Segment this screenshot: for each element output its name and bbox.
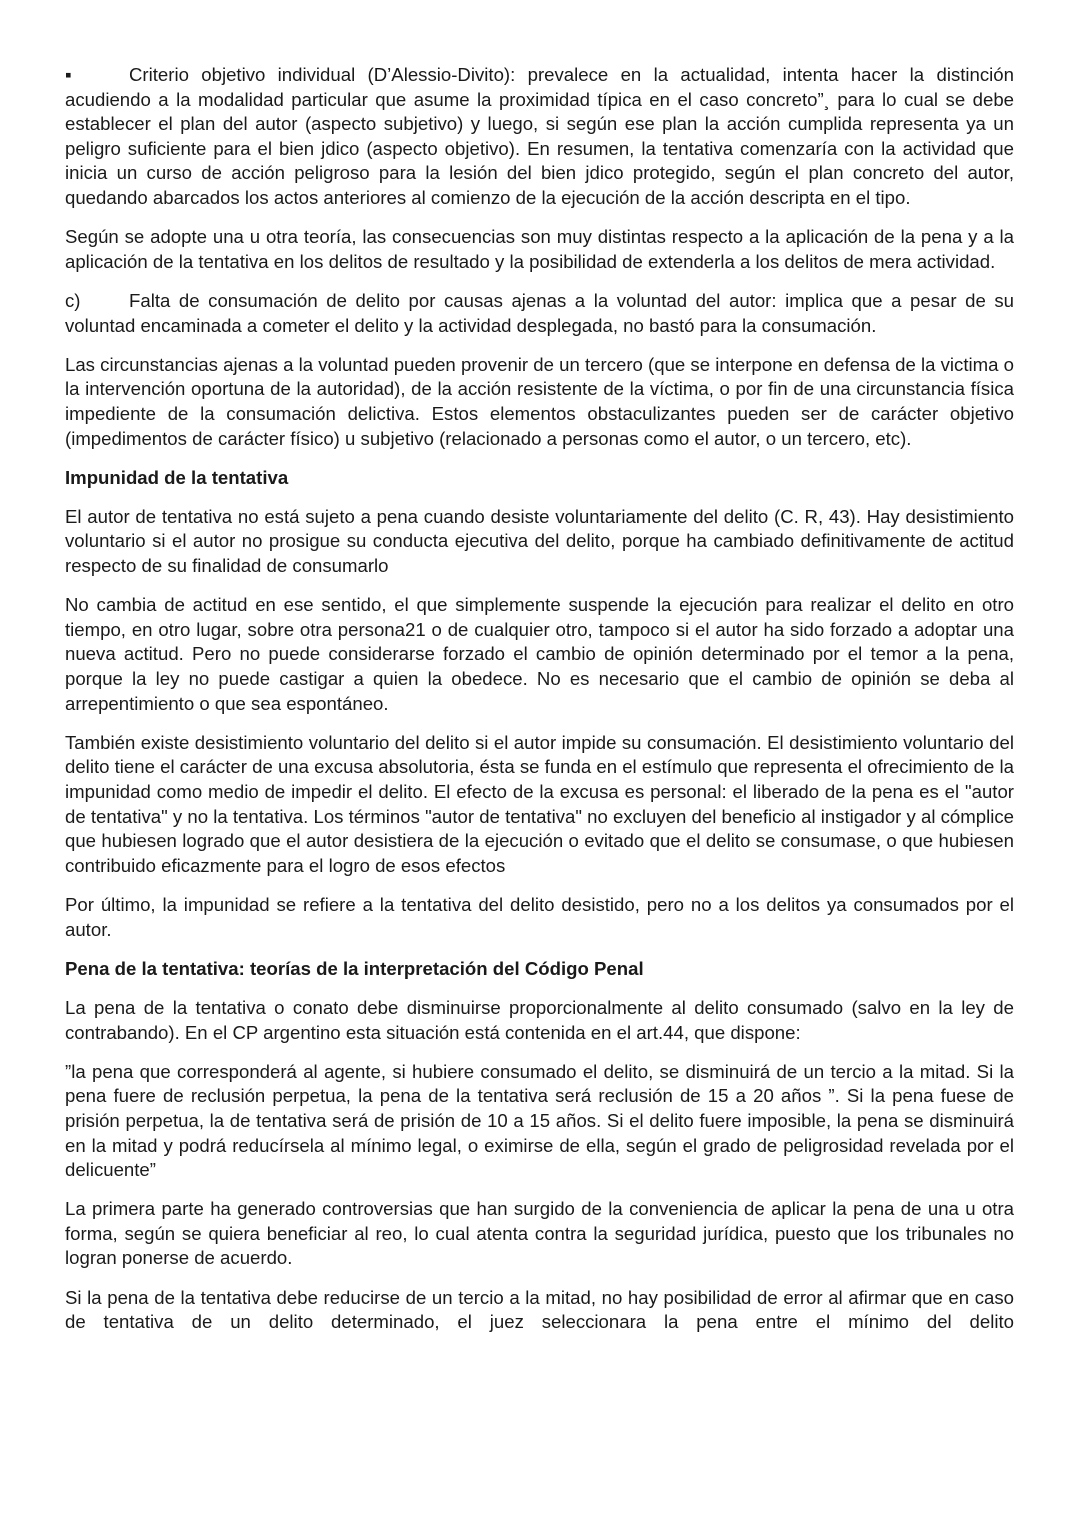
document-page [65,63,1014,1349]
list-marker-c: c) [65,289,81,311]
paragraph-pena-disminuirse: La pena de la tentativa o conato debe disminuirse proporcionalmente al delito consumado (salvo en la ley de contrabando). En el CP argentino esta situación está contenida en el art.44, que dispone: [65,996,1014,1043]
bullet-marker: ▪ [65,64,72,85]
paragraph-reduccion: Si la pena de la tentativa debe reducirse de un tercio a la mitad, no hay posibilidad de error al afirmar que en caso de tentativa de un delito determinado, el juez seleccionara la pena entre el mínimo del delito [65,1286,1014,1333]
heading-impunidad: Impunidad de la tentativa [65,466,289,488]
paragraph-controversias: La primera parte ha generado controversias que han surgido de la conveniencia de aplicar la pena de una u otra forma, según se quiera beneficiar al reo, lo cual atenta contra la seguridad jurídica, puesto que los tribunales no logran ponerse de acuerdo. [65,1198,1014,1269]
heading-pena-tentativa: Pena de la tentativa: teorías de la interpretación del Código Penal [65,957,644,979]
paragraph-circunstancias: Las circunstancias ajenas a la voluntad pueden provenir de un tercero (que se interpone en defensa de la victima o la intervención oportuna de la autoridad), de la acción resistente de la víctima, o por fin de una circunstancia física impediente de la consumación delictiva. Estos elementos obstaculizantes pueden ser de carácter objetivo (impedimentos de carácter físico) u subjetivo (relacionado a personas como el autor, o un tercero, etc). [65,353,1014,449]
paragraph-text: Falta de consumación de delito por causas ajenas a la voluntad del autor: implica que a pesar de su voluntad encaminada a cometer el delito y la actividad desplegada, no bastó para la consumación. [65,289,1014,336]
paragraph-criterio-objetivo [65,63,1014,211]
paragraph-por-ultimo: Por último, la impunidad se refiere a la tentativa del delito desistido, pero no a los delitos ya consumados por el autor. [65,893,1014,940]
paragraph-falta-consumacion [65,289,1014,338]
paragraph-consecuencias: Según se adopte una u otra teoría, las consecuencias son muy distintas respecto a la aplicación de la pena y a la aplicación de la tentativa en los delitos de resultado y la posibilidad de extenderla a los delitos de mera actividad. [65,226,1014,272]
paragraph-desistimiento: El autor de tentativa no está sujeto a pena cuando desiste voluntariamente del delito (C. R, 43). Hay desistimiento voluntario si el autor no prosigue su conducta ejecutiva del delito, porque ha cambiado definitivamente de actitud respecto de su finalidad de consumarlo [65,505,1014,577]
paragraph-text: Criterio objetivo individual (D’Alessio-Divito): prevalece en la actualidad, intenta hacer la distinción acudiendo a la modalidad particular que asume la proximidad típica en el caso concreto”¸ para lo cual se debe establecer el plan del autor (aspecto subjetivo) y luego, si según ese plan la acción cumplida representa ya un peligro suficiente para el bien jdico (aspecto objetivo). En resumen, la tentativa comenzaría con la actividad que inicia un curso de acción peligroso para la lesión del bien jdico protegido, según el plan concreto del autor, quedando abarcados los actos anteriores al comienzo de la ejecución de la acción descripta en el tipo. [65,64,1014,208]
paragraph-cambio-actitud: No cambia de actitud en ese sentido, el que simplemente suspende la ejecución para realizar el delito en otro tiempo, en otro lugar, sobre otra persona21 o de cualquier otro, tampoco si el autor ha sido forzado a adoptar una nueva actitud. Pero no puede considerarse forzado el cambio de opinión determinado por el temor a la pena, porque la ley no puede castigar a quien la obedece. No es necesario que el cambio de opinión se deba al arrepentimiento o que sea espontáneo. [65,594,1014,714]
paragraph-excusa-absolutoria: También existe desistimiento voluntario del delito si el autor impide su consumación. El desistimiento voluntario del delito tiene el carácter de una excusa absolutoria, ésta se funda en el estímulo que representa el ofrecimiento de la impunidad como medio de impedir el delito. El efecto de la excusa es personal: el liberado de la pena es el "autor de tentativa" y no la tentativa. Los términos "autor de tentativa" no excluyen del beneficio al instigador y al cómplice que hubiesen logrado que el autor desistiera de la ejecución o evitado que el delito se consumase, o que hubiesen contribuido eficazmente para el logro de esos efectos [65,731,1014,876]
paragraph-cita-art44: ”la pena que corresponderá al agente, si hubiere consumado el delito, se disminuirá de un tercio a la mitad. Si la pena fuere de reclusión perpetua, la pena de la tentativa será reclusión de 15 a 20 años ”. Si la pena fuese de prisión perpetua, la de tentativa será de prisión de 10 a 15 años. Si el delito fuere imposible, la pena se disminuirá en la mitad y podrá reducírsela al mínimo legal, o eximirse de ella, según el grado de peligrosidad revelada por el delicuente” [65,1060,1014,1181]
